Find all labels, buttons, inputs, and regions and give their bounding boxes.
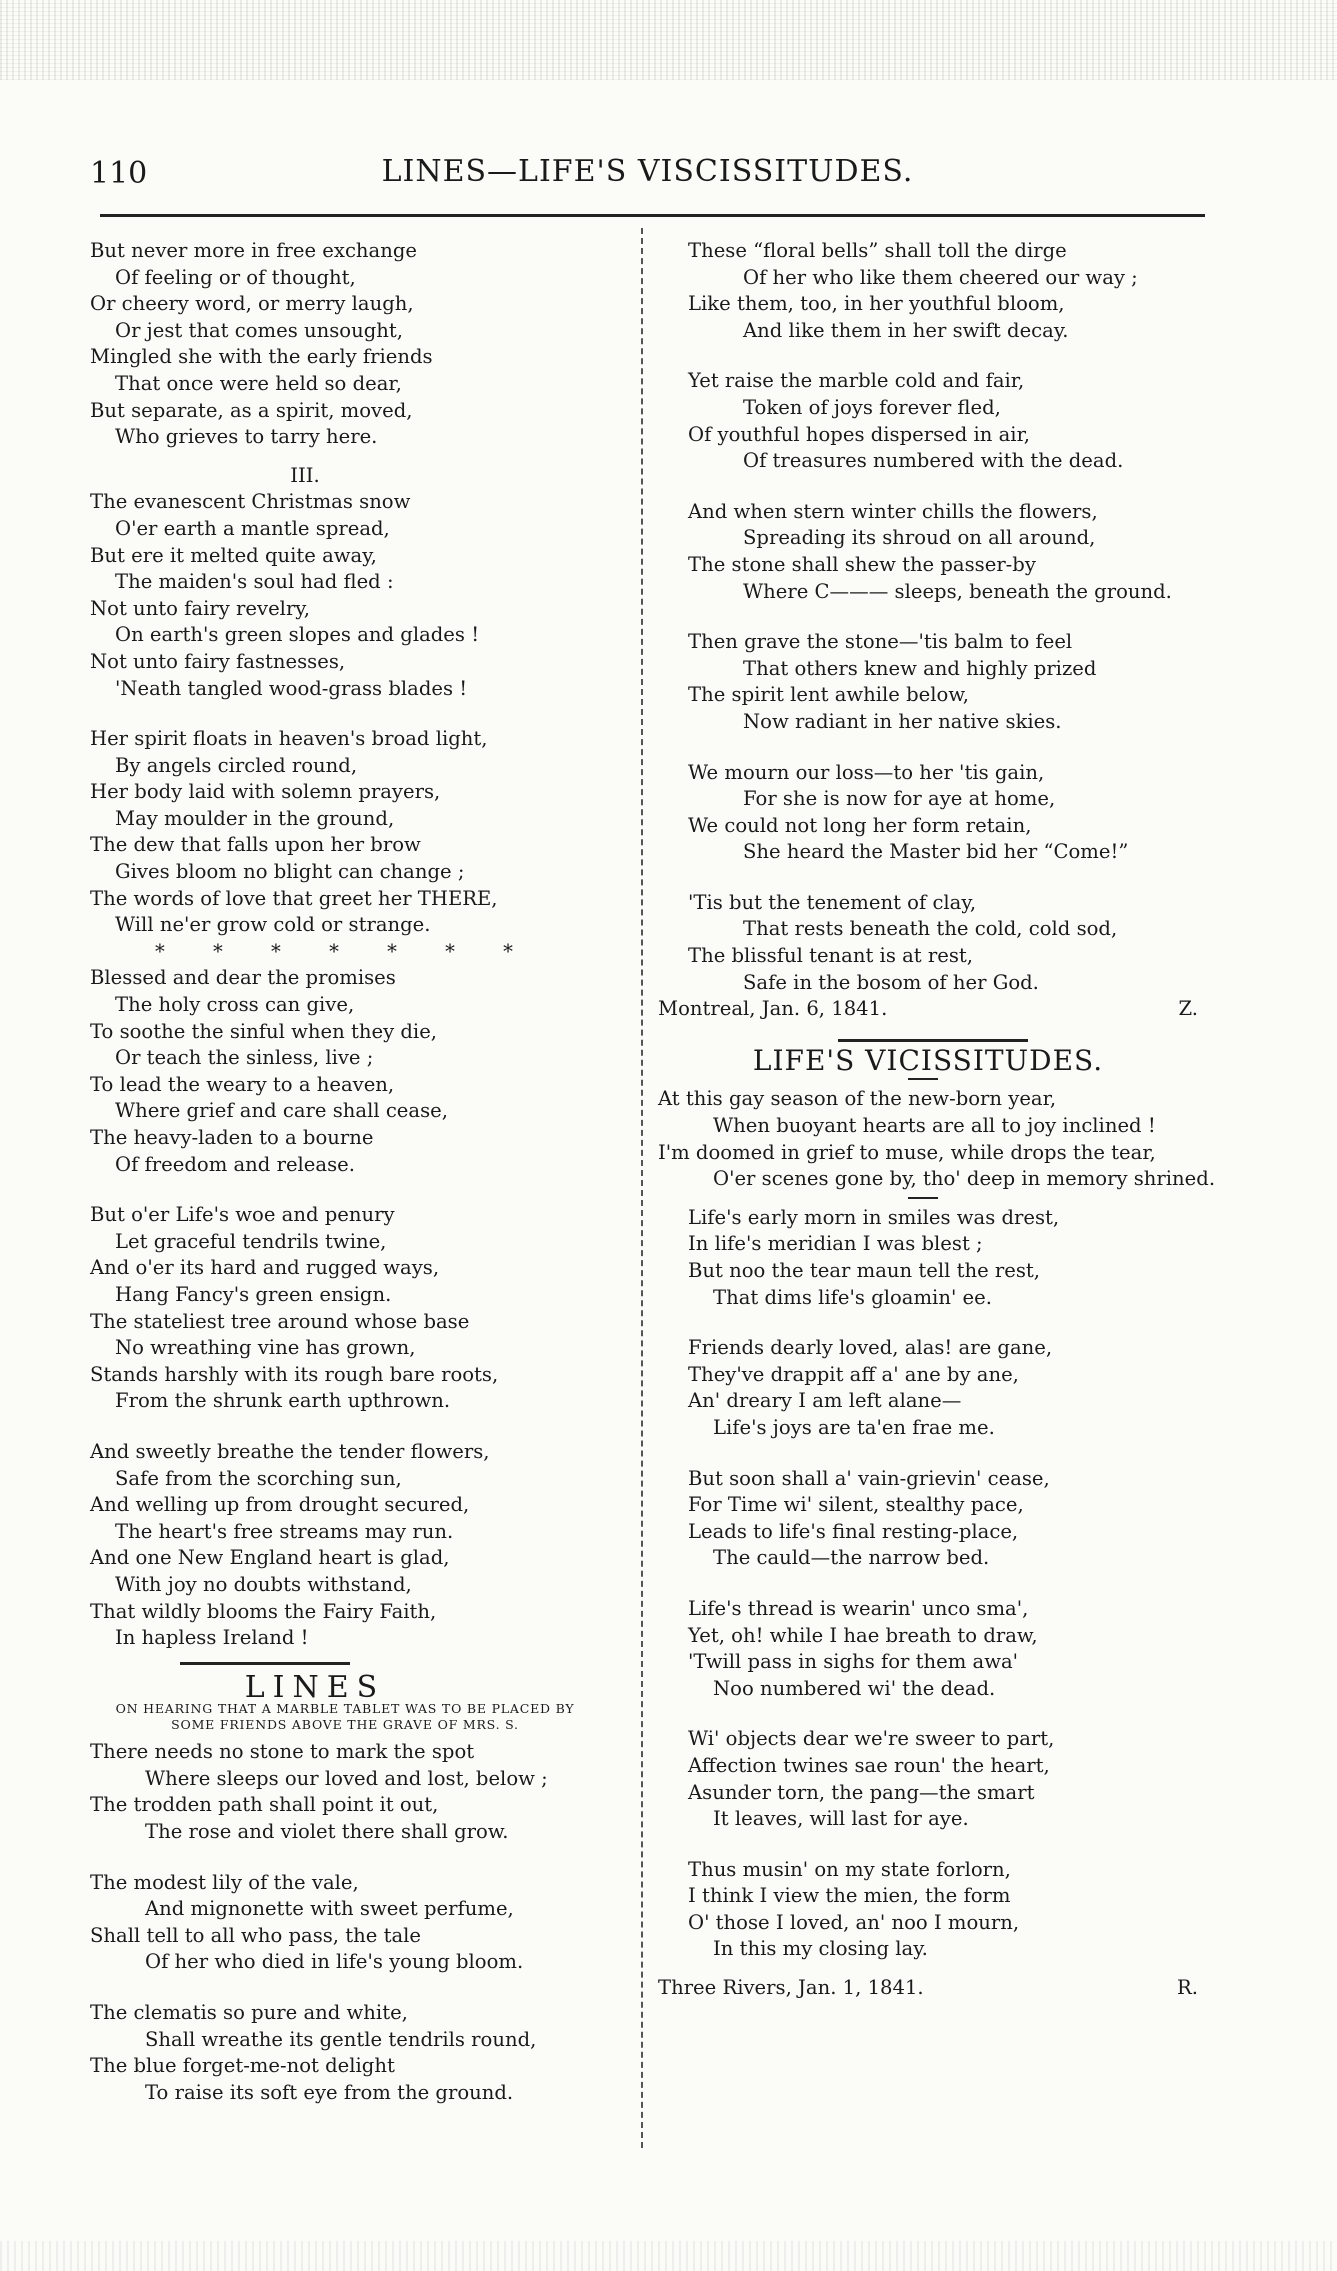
poem-line: No wreathing vine has grown, bbox=[115, 1336, 416, 1360]
stanza bbox=[658, 890, 1218, 996]
header-rule bbox=[100, 214, 1205, 220]
poem-line: Hang Fancy's green ensign. bbox=[115, 1282, 392, 1306]
poem-line: Stands harshly with its rough bare roots, bbox=[90, 1362, 499, 1386]
poem-line: The maiden's soul had fled : bbox=[115, 570, 394, 594]
title-rule bbox=[838, 1039, 1028, 1042]
poem-line: That wildly blooms the Fairy Faith, bbox=[90, 1599, 437, 1623]
poem-line: We mourn our loss—to her 'tis gain, bbox=[688, 760, 1045, 784]
poem-line: 'Neath tangled wood-grass blades ! bbox=[115, 676, 468, 700]
section-break-stars: * * * * * * * bbox=[155, 939, 513, 963]
stanza bbox=[658, 1857, 1218, 1963]
stanza bbox=[60, 2000, 630, 2106]
poem-line: That rests beneath the cold, cold sod, bbox=[743, 917, 1118, 941]
poem-line: On earth's green slopes and glades ! bbox=[115, 623, 480, 647]
poem-line: To lead the weary to a heaven, bbox=[90, 1072, 395, 1096]
vicissitudes-title: LIFE'S VICISSITUDES. bbox=[752, 1043, 1104, 1077]
stanza bbox=[60, 1870, 630, 1976]
poem-line: Where grief and care shall cease, bbox=[115, 1099, 448, 1123]
poem-line: Or cheery word, or merry laugh, bbox=[90, 292, 414, 316]
poem-line: To soothe the sinful when they die, bbox=[90, 1019, 438, 1043]
stanza bbox=[658, 1466, 1218, 1572]
poem-line: Then grave the stone—'tis balm to feel bbox=[688, 630, 1073, 654]
poem-line: Or jest that comes unsought, bbox=[115, 318, 403, 342]
poem-line: But noo the tear maun tell the rest, bbox=[688, 1259, 1041, 1282]
poem-line: That dims life's gloamin' ee. bbox=[713, 1285, 992, 1309]
lines-subtitle: SOME FRIENDS ABOVE THE GRAVE OF MRS. S. bbox=[171, 1717, 519, 1733]
poem-line: Leads to life's final resting-place, bbox=[688, 1519, 1019, 1543]
poem-line: Not unto fairy fastnesses, bbox=[90, 649, 346, 673]
poem-line: Spreading its shroud on all around, bbox=[743, 526, 1096, 550]
poem-line: With joy no doubts withstand, bbox=[115, 1572, 412, 1596]
poem-line: But o'er Life's woe and penury bbox=[90, 1203, 395, 1227]
poem-line: And mignonette with sweet perfume, bbox=[145, 1897, 514, 1921]
poem-line: Of her who like them cheered our way ; bbox=[743, 265, 1138, 289]
poem-line: Shall wreathe its gentle tendrils round, bbox=[145, 2027, 537, 2051]
poem-line: O'er earth a mantle spread, bbox=[115, 516, 390, 540]
poem-line: Where C——— sleeps, beneath the ground. bbox=[743, 579, 1172, 603]
poem-line: And like them in her swift decay. bbox=[743, 318, 1069, 342]
poem-line: Safe from the scorching sun, bbox=[115, 1466, 402, 1490]
poem-line: Life's early morn in smiles was drest, bbox=[688, 1205, 1060, 1229]
poem-line: And one New England heart is glad, bbox=[90, 1546, 450, 1570]
signoff bbox=[658, 1975, 1218, 2002]
bottom-print-noise bbox=[0, 2241, 1337, 2271]
section-numeral: III. bbox=[290, 463, 320, 487]
poem-line: The blissful tenant is at rest, bbox=[688, 944, 974, 968]
poem-line: The holy cross can give, bbox=[115, 993, 355, 1017]
poem-line: From the shrunk earth upthrown. bbox=[115, 1389, 451, 1413]
poem-line: The dew that falls upon her brow bbox=[90, 833, 421, 857]
poem-line: I'm doomed in grief to muse, while drops the tear, bbox=[658, 1140, 1156, 1164]
poem-line: An' dreary I am left alane— bbox=[688, 1389, 962, 1413]
poem-line: Affection twines sae roun' the heart, bbox=[688, 1753, 1050, 1777]
page-header bbox=[90, 150, 1205, 200]
stanza bbox=[658, 1596, 1218, 1702]
poem-line: Of her who died in life's young bloom. bbox=[145, 1950, 524, 1974]
poem-line: Life's joys are ta'en frae me. bbox=[713, 1415, 995, 1439]
poem-line: Not unto fairy revelry, bbox=[90, 596, 310, 620]
poem-line: O'er scenes gone by, tho' deep in memory shrined. bbox=[713, 1167, 1216, 1191]
stanza bbox=[658, 1335, 1218, 1441]
poem-line: There needs no stone to mark the spot bbox=[90, 1740, 475, 1764]
poem-line: Life's thread is wearin' unco sma', bbox=[688, 1596, 1029, 1620]
poem-line: She heard the Master bid her “Come!” bbox=[743, 840, 1129, 864]
poem-line: Where sleeps our loved and lost, below ; bbox=[145, 1766, 548, 1790]
poem-line: Like them, too, in her youthful bloom, bbox=[688, 292, 1065, 316]
poem-line: 'Tis but the tenement of clay, bbox=[688, 890, 977, 914]
signoff-place-date: Three Rivers, Jan. 1, 1841. bbox=[658, 1976, 924, 2000]
poem-line: Yet raise the marble cold and fair, bbox=[688, 369, 1025, 393]
running-title: LINES—LIFE'S VISCISSITUDES. bbox=[381, 154, 914, 189]
right-column bbox=[658, 238, 1218, 2002]
stanza bbox=[60, 1439, 630, 1652]
poem-line: May moulder in the ground, bbox=[115, 806, 395, 830]
poem-line: The blue forget-me-not delight bbox=[90, 2054, 395, 2078]
column-divider bbox=[641, 228, 643, 2148]
poem-line: The trodden path shall point it out, bbox=[90, 1793, 439, 1817]
lines-title: LINES bbox=[244, 1669, 386, 1705]
stanza-dash bbox=[908, 1197, 938, 1199]
poem-line: The rose and violet there shall grow. bbox=[145, 1820, 509, 1844]
poem-line: Noo numbered wi' the dead. bbox=[713, 1676, 996, 1700]
poem-line: The clematis so pure and white, bbox=[90, 2001, 408, 2025]
poem-line: Who grieves to tarry here. bbox=[115, 425, 378, 449]
poem-line: It leaves, will last for aye. bbox=[713, 1807, 969, 1831]
poem-line: The spirit lent awhile below, bbox=[688, 683, 969, 707]
poem-line: The cauld—the narrow bed. bbox=[713, 1546, 990, 1570]
poem-line: Asunder torn, the pang—the smart bbox=[688, 1780, 1035, 1804]
poem-line: Friends dearly loved, alas! are gane, bbox=[688, 1336, 1053, 1360]
poem-line: Blessed and dear the promises bbox=[90, 966, 396, 990]
poem-line: Mingled she with the early friends bbox=[90, 345, 433, 369]
poem-line: And welling up from drought secured, bbox=[90, 1493, 470, 1517]
poem-line: Yet, oh! while I hae breath to draw, bbox=[688, 1623, 1038, 1647]
poem-line: The modest lily of the vale, bbox=[90, 1870, 359, 1894]
stanza bbox=[658, 499, 1218, 605]
poem-line: Will ne'er grow cold or strange. bbox=[115, 913, 431, 937]
poem-line: In life's meridian I was blest ; bbox=[688, 1232, 983, 1256]
poem-line: Gives bloom no blight can change ; bbox=[115, 860, 465, 884]
poem-line: By angels circled round, bbox=[115, 753, 358, 777]
poem-line: The evanescent Christmas snow bbox=[90, 490, 411, 514]
poem-line: Her body laid with solemn prayers, bbox=[90, 780, 441, 804]
stanza bbox=[658, 1205, 1218, 1311]
poem-line: That others knew and highly prized bbox=[743, 656, 1097, 680]
left-column bbox=[60, 238, 630, 2106]
poem-line: Of feeling or of thought, bbox=[115, 265, 356, 289]
stanza bbox=[60, 489, 630, 702]
poem-line: The stateliest tree around whose base bbox=[90, 1309, 470, 1333]
poem-line: And sweetly breathe the tender flowers, bbox=[90, 1439, 490, 1463]
poem-line: The words of love that greet her THERE, bbox=[90, 886, 498, 910]
poem-line: Of freedom and release. bbox=[115, 1152, 355, 1176]
stanza bbox=[658, 1086, 1218, 1192]
poem-line: I think I view the mien, the form bbox=[688, 1884, 1011, 1908]
lines-subtitle: ON HEARING THAT A MARBLE TABLET WAS TO BE PLACED BY bbox=[115, 1701, 575, 1717]
stanza bbox=[60, 726, 630, 939]
stanza bbox=[658, 1726, 1218, 1832]
poem-line: They've drappit aff a' ane by ane, bbox=[688, 1362, 1019, 1386]
poem-line: Of treasures numbered with the dead. bbox=[743, 449, 1124, 473]
poem-line: We could not long her form retain, bbox=[688, 813, 1032, 837]
poem-line: But never more in free exchange bbox=[90, 239, 417, 262]
poem-line: Safe in the bosom of her God. bbox=[743, 970, 1039, 994]
poem-line: Now radiant in her native skies. bbox=[743, 709, 1062, 733]
title-rule bbox=[180, 1662, 350, 1665]
poem-line: For Time wi' silent, stealthy pace, bbox=[688, 1493, 1024, 1517]
poem-line: Her spirit floats in heaven's broad light, bbox=[90, 727, 488, 751]
page-number: 110 bbox=[90, 156, 148, 191]
signoff-place-date: Montreal, Jan. 6, 1841. bbox=[658, 997, 888, 1021]
signoff-initial: R. bbox=[1177, 1976, 1198, 2000]
poem-line: O' those I loved, an' noo I mourn, bbox=[688, 1910, 1020, 1934]
stanza bbox=[60, 238, 630, 451]
poem-line: And o'er its hard and rugged ways, bbox=[90, 1256, 440, 1280]
poem-line: When buoyant hearts are all to joy inclined ! bbox=[713, 1114, 1156, 1138]
title-dash bbox=[908, 1078, 938, 1080]
poem-line: The heavy-laden to a bourne bbox=[90, 1126, 374, 1149]
stanza bbox=[658, 760, 1218, 866]
poem-line: But soon shall a' vain-grievin' cease, bbox=[688, 1466, 1050, 1490]
stanza bbox=[658, 368, 1218, 474]
poem-line: The heart's free streams may run. bbox=[115, 1519, 454, 1543]
poem-line: 'Twill pass in sighs for them awa' bbox=[688, 1650, 1019, 1674]
poem-line: The stone shall shew the passer-by bbox=[688, 552, 1036, 576]
poem-line: Let graceful tendrils twine, bbox=[115, 1229, 387, 1253]
poem-line: At this gay season of the new-born year, bbox=[658, 1087, 1057, 1111]
signoff bbox=[658, 996, 1218, 1023]
poem-line: Of youthful hopes dispersed in air, bbox=[688, 422, 1031, 446]
stanza bbox=[60, 965, 630, 1178]
stanza bbox=[658, 238, 1218, 344]
signoff-initial: Z. bbox=[1178, 997, 1198, 1021]
poem-line: To raise its soft eye from the ground. bbox=[145, 2080, 514, 2104]
poem-line: And when stern winter chills the flowers, bbox=[688, 499, 1098, 523]
poem-line: Shall tell to all who pass, the tale bbox=[90, 1923, 421, 1947]
stanza bbox=[60, 1202, 630, 1415]
poem-line: Thus musin' on my state forlorn, bbox=[688, 1857, 1011, 1881]
poem-line: But separate, as a spirit, moved, bbox=[90, 398, 413, 422]
stanza bbox=[658, 629, 1218, 735]
poem-line: These “floral bells” shall toll the dirge bbox=[688, 239, 1067, 262]
poem-line: For she is now for aye at home, bbox=[743, 787, 1056, 811]
poem-line: That once were held so dear, bbox=[115, 371, 402, 395]
poem-line: Wi' objects dear we're sweer to part, bbox=[688, 1727, 1055, 1751]
poem-line: In this my closing lay. bbox=[713, 1937, 928, 1961]
stanza bbox=[60, 1739, 630, 1845]
top-print-noise bbox=[0, 0, 1337, 80]
poem-line: Or teach the sinless, live ; bbox=[115, 1046, 374, 1070]
poem-line: But ere it melted quite away, bbox=[90, 543, 377, 567]
poem-line: Token of joys forever fled, bbox=[743, 395, 1001, 419]
poem-line: In hapless Ireland ! bbox=[115, 1626, 309, 1650]
